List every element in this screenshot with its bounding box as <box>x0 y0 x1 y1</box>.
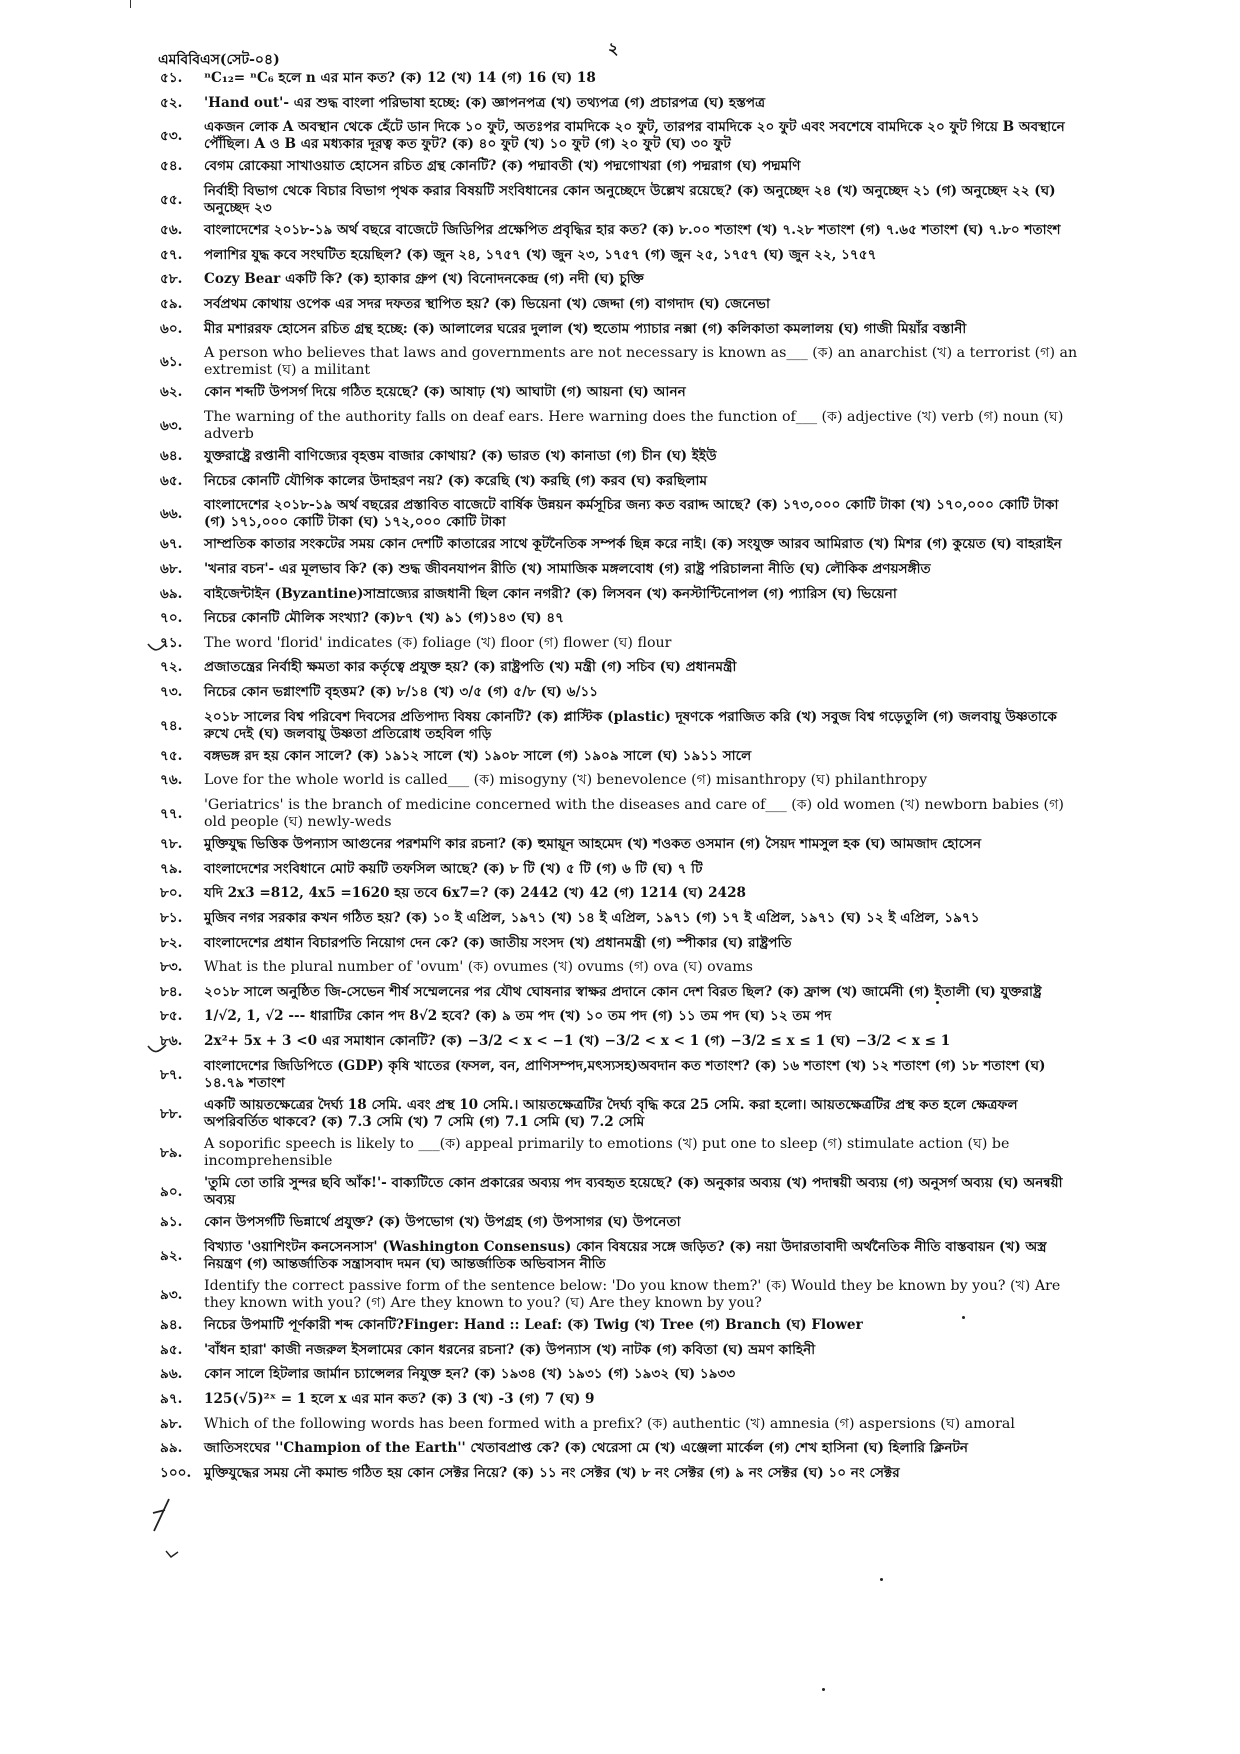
question-item <box>160 497 1080 531</box>
question-item <box>160 1366 1080 1383</box>
question-text: মীর মশাররফ হোসেন রচিত গ্রন্থ হচ্ছে: (ক) আলালের ঘরের দুলাল (খ) হুতোম প্যাচার নক্সা (গ) কলিকাতা কমলালয় (ঘ) গাজী মিয়াঁর বস্তানী <box>204 320 967 337</box>
question-item <box>160 1342 1080 1359</box>
question-item <box>160 935 1080 952</box>
question-text: 'খনার বচন'- এর মূলভাব কি? (ক) শুদ্ধ জীবনযাপন রীতি (খ) সামাজিক মঙ্গলবোধ (গ) রাষ্ট্র পরিচালনা নীতি (ঘ) লৌকিক প্রণয়সঙ্গীত <box>204 561 931 578</box>
question-text: কোন উপসর্গটি ভিন্নার্থে প্রযুক্ত? (ক) উপভোগ (খ) উপগ্রহ (গ) উপসাগর (ঘ) উপনেতা <box>204 1214 681 1231</box>
scan-speck <box>962 1316 965 1319</box>
question-number: ৮৪. <box>160 983 183 1000</box>
question-text: নিচের কোনটি মৌলিক সংখ্যা? (ক)৮৭ (খ) ৯১ (গ)১৪৩ (ঘ) ৪৭ <box>204 610 564 627</box>
question-item <box>160 1317 1080 1334</box>
question-item <box>160 885 1080 902</box>
question-item <box>160 95 1080 112</box>
question-number: ৮৬. <box>160 1032 183 1049</box>
question-item <box>160 1416 1080 1433</box>
question-text: সর্বপ্রথম কোথায় ওপেক এর সদর দফতর স্থাপিত হয়? (ক) ভিয়েনা (খ) জেদ্দা (গ) বাগদাদ (ঘ) জেনেভা <box>204 295 770 312</box>
question-number: ৬৬. <box>160 506 183 523</box>
pen-slash-mark-97 <box>150 1497 172 1533</box>
question-number: ৯৯. <box>160 1440 183 1457</box>
question-item <box>160 1278 1080 1312</box>
question-text: বাইজেন্টাইন (Byzantine)সাম্রাজ্যের রাজধানী ছিল কোন নগরী? (ক) লিসবন (খ) কনস্টান্টিনোপল (গ) প্যারিস (ঘ) ভিয়েনা <box>204 585 897 602</box>
question-number: ৭৫. <box>160 747 183 764</box>
scan-speck <box>936 1001 939 1004</box>
question-number: ৭৪. <box>160 717 183 734</box>
question-item <box>160 610 1080 627</box>
question-text: ⁿC₁₂= ⁿC₆ হলে n এর মান কত? (ক) 12 (খ) 14 (গ) 16 (ঘ) 18 <box>204 70 596 86</box>
question-text: প্রজাতন্ত্রের নির্বাহী ক্ষমতা কার কর্তৃত্বে প্রযুক্ত হয়? (ক) রাষ্ট্রপতি (খ) মন্ত্রী (গ) সচিব (ঘ) প্রধানমন্ত্রী <box>204 659 737 676</box>
question-item <box>160 345 1080 379</box>
question-text: Identify the correct passive form of the sentence below: 'Do you know them?' (ক) Would they be known by you? (খ) Are they known with you? (গ) Are they known to you? (ঘ) Are they known by you? <box>204 1278 1061 1312</box>
question-item <box>160 473 1080 490</box>
scan-speck <box>880 1578 883 1581</box>
question-text: নিচের কোনটি যৌগিক কালের উদাহরণ নয়? (ক) করেছি (খ) করছি (গ) করব (ঘ) করছিলাম <box>204 472 708 489</box>
question-number: ৯২. <box>160 1247 183 1264</box>
question-text: কোন সালে হিটলার জার্মান চ্যান্সেলর নিযুক্ত হন? (ক) ১৯৩৪ (খ) ১৯৩১ (গ) ১৯৩২ (ঘ) ১৯৩৩ <box>204 1366 736 1383</box>
exam-set-header: এমবিবিএস(সেট-০৪) <box>158 52 280 68</box>
question-number: ৯১. <box>160 1214 183 1231</box>
question-text: 'Geriatrics' is the branch of medicine concerned with the diseases and care of___ (ক) old women (খ) newborn babies (গ) old people (ঘ) newly-weds <box>204 797 1064 830</box>
question-number: ৫৭. <box>160 246 183 263</box>
scan-tick-mark <box>130 0 131 8</box>
question-number: ৯৭. <box>160 1391 183 1408</box>
question-number: ৫৪. <box>160 158 183 175</box>
question-item <box>160 1391 1080 1408</box>
question-item <box>160 1465 1080 1482</box>
question-number: ৫১. <box>160 70 183 86</box>
question-text: ২০১৮ সালের বিশ্ব পরিবেশ দিবসের প্রতিপাদ্য বিষয় কোনটি? (ক) প্লাস্টিক (plastic) দূষণকে পরাজিত করি (খ) সবুজ বিশ্ব গড়েতুলি (গ) জলবায়ু উষ্ণতাকে রুখে দেই (ঘ) জলবায়ু উষ্ণতা প্রতিরোধ তহবিল গড়ি <box>204 708 1057 742</box>
question-text: নিচের উপমাটি পূর্ণকারী শব্দ কোনটি?Finger: Hand :: Leaf: (ক) Twig (খ) Tree (গ) Branch (ঘ) Flower <box>204 1317 863 1334</box>
question-number: ৯৫. <box>160 1341 183 1358</box>
question-number: ৬১. <box>160 354 183 371</box>
question-number: ৬৫. <box>160 472 183 489</box>
question-item <box>160 772 1080 789</box>
question-text: বাংলাদেশের ২০১৮-১৯ অর্থ বছরে বাজেটে জিডিপির প্রক্ষেপিত প্রবৃদ্ধির হার কত? (ক) ৮.০০ শতাংশ (খ) ৭.২৮ শতাংশ (গ) ৭.৬৫ শতাংশ (ঘ) ৭.৮০ শতাংশ <box>204 222 1061 239</box>
question-text: বাংলাদেশের সংবিধানে মোট কয়টি তফসিল আছে? (ক) ৮ টি (খ) ৫ টি (গ) ৬ টি (ঘ) ৭ টি <box>204 860 703 877</box>
question-item <box>160 70 1080 87</box>
question-item <box>160 586 1080 603</box>
question-number: ৬৩. <box>160 417 183 434</box>
question-item <box>160 984 1080 1001</box>
question-number: ৮৮. <box>160 1105 183 1122</box>
question-item <box>160 183 1080 217</box>
question-number: ৭৬. <box>160 772 183 789</box>
question-item <box>160 659 1080 676</box>
question-number: ৯৩. <box>160 1287 183 1304</box>
pen-tick-mark-98 <box>164 1548 180 1560</box>
question-item <box>160 1239 1080 1273</box>
question-number: ৭২. <box>160 659 183 676</box>
question-item <box>160 709 1080 743</box>
question-item <box>160 158 1080 175</box>
question-text: 'Hand out'- এর শুদ্ধ বাংলা পরিভাষা হচ্ছে: (ক) জ্ঞাপনপত্র (খ) তথ্যপত্র (গ) প্রচারপত্র (ঘ) হস্তপত্র <box>204 94 766 111</box>
question-item <box>160 409 1080 443</box>
question-number: ৫৬. <box>160 222 183 239</box>
question-number: ৮৫. <box>160 1008 183 1025</box>
question-number: ৫৩. <box>160 128 183 145</box>
question-number: ১০০. <box>160 1464 192 1481</box>
question-text: বাংলাদেশের জিডিপিতে (GDP) কৃষি খাতের (ফসল, বন, প্রাণিসম্পদ,মৎস্যসহ)অবদান কত শতাংশ? (ক) ১৬ শতাংশ (খ) ১২ শতাংশ (গ) ১৮ শতাংশ (ঘ) ১৪.৭৯ শতাংশ <box>204 1057 1046 1091</box>
question-item <box>160 1214 1080 1231</box>
question-item <box>160 1440 1080 1457</box>
question-text: পলাশির যুদ্ধ কবে সংঘটিত হয়েছিল? (ক) জুন ২৪, ১৭৫৭ (খ) জুন ২৩, ১৭৫৭ (গ) জুন ২৫, ১৭৫৭ (ঘ) জুন ২২, ১৭৫৭ <box>204 246 877 263</box>
question-number: ৬৯. <box>160 585 183 602</box>
question-number: ৯৪. <box>160 1317 183 1334</box>
question-text: বিখ্যাত 'ওয়াশিংটন কনসেনসাস' (Washington Consensus) কোন বিষয়ের সঙ্গে জড়িত? (ক) নয়া উদারতাবাদী অর্থনৈতিক নীতি বাস্তবায়ন (খ) অস্ত্র নিয়ন্ত্রণ (গ) আন্তর্জাতিক সন্ত্রাসবাদ দমন (ঘ) আন্তর্জাতিক অভিবাসন নীতি <box>204 1238 1047 1272</box>
question-text: সাম্প্রতিক কাতার সংকটের সময় কোন দেশটি কাতারের সাথে কূটনৈতিক সম্পর্ক ছিন্ন করে নাই। (ক) সংযুক্ত আরব আমিরাত (খ) মিশর (গ) কুয়েত (ঘ) বাহরাইন <box>204 536 1062 553</box>
question-text: বাংলাদেশের ২০১৮-১৯ অর্থ বছরের প্রস্তাবিত বাজেটে বার্ষিক উন্নয়ন কর্মসূচির জন্য কত বরাদ্দ আছে? (ক) ১৭৩,০০০ কোটি টাকা (খ) ১৭০,০০০ কোটি টাকা (গ) ১৭১,০০০ কোটি টাকা (ঘ) ১৭২,০০০ কোটি টাকা <box>204 497 1059 531</box>
question-number: ৫৯. <box>160 295 183 312</box>
question-item <box>160 561 1080 578</box>
question-item <box>160 321 1080 338</box>
question-text: বঙ্গভঙ্গ রদ হয় কোন সালে? (ক) ১৯১২ সালে (খ) ১৯০৮ সালে (গ) ১৯০৯ সালে (ঘ) ১৯১১ সালে <box>204 747 752 764</box>
question-text: নির্বাহী বিভাগ থেকে বিচার বিভাগ পৃথক করার বিষয়টি সংবিধানের কোন অনুচ্ছেদে উল্লেখ রয়েছে? (ক) অনুচ্ছেদ ২৪ (খ) অনুচ্ছেদ ২১ (গ) অনুচ্ছেদ ২২ (ঘ) অনুচ্ছেদ ২৩ <box>204 182 1056 216</box>
question-number: ৮৩. <box>160 959 183 976</box>
question-text: What is the plural number of 'ovum' (ক) ovumes (খ) ovums (গ) ova (ঘ) ovams <box>204 959 753 976</box>
question-item <box>160 271 1080 288</box>
question-item <box>160 1008 1080 1025</box>
question-text: একজন লোক A অবস্থান থেকে হেঁটে ডান দিকে ১০ ফুট, অতঃপর বামদিকে ২০ ফুট, তারপর বামদিকে ২০ ফুট এবং সবশেষে বামদিকে ২০ ফুট গিয়ে B অবস্থানে পৌঁছিল। A ও B এর মধ্যকার দূরত্ব কত ফুট? (ক) ৪০ ফুট (খ) ১০ ফুট (গ) ২০ ফুট (ঘ) ৩০ ফুট <box>204 119 1065 153</box>
question-number: ৭৩. <box>160 684 183 701</box>
question-number: ৯৮. <box>160 1415 183 1432</box>
question-text: ২০১৮ সালে অনুষ্ঠিত জি-সেভেন শীর্ষ সম্মেলনের পর যৌথ ঘোষনার স্বাক্ষর প্রদানে কোন দেশ বিরত ছিল? (ক) ফ্রান্স (খ) জার্মেনী (গ) ইতালী (ঘ) যুক্তরাষ্ট্র <box>204 983 1042 1000</box>
question-item <box>160 536 1080 553</box>
question-item <box>160 684 1080 701</box>
question-text: A soporific speech is likely to ___(ক) appeal primarily to emotions (খ) put one to sleep (গ) stimulate action (ঘ) be incomprehensible <box>204 1135 1010 1169</box>
question-number: ৮৭. <box>160 1066 183 1083</box>
question-text: 'তুমি তো তারি সুন্দর ছবি আঁক!'- বাক্যটিতে কোন প্রকারের অব্যয় পদ ব্যবহৃত হয়েছে? (ক) অনুকার অব্যয় (খ) পদান্বয়ী অব্যয় (গ) অনুসর্গ অব্যয় (ঘ) অনন্বয়ী অব্যয় <box>204 1175 1063 1209</box>
question-number: ৬৮. <box>160 561 183 578</box>
question-item <box>160 1175 1080 1209</box>
question-text: Which of the following words has been formed with a prefix? (ক) authentic (খ) amnesia (গ) aspersions (ঘ) amoral <box>204 1415 1015 1432</box>
question-number: ৮২. <box>160 934 183 951</box>
scan-speck <box>822 1688 825 1691</box>
question-item <box>160 119 1080 153</box>
question-item <box>160 861 1080 878</box>
question-text: যুক্তরাষ্ট্রে রপ্তানী বাণিজ্যের বৃহত্তম বাজার কোথায়? (ক) ভারত (খ) কানাডা (গ) চীন (ঘ) ইইউ <box>204 448 717 465</box>
question-text: মুক্তিযুদ্ধ ভিত্তিক উপন্যাস আগুনের পরশমণি কার রচনা? (ক) হুমায়ূন আহমেদ (খ) শওকত ওসমান (গ) সৈয়দ শামসুল হক (ঘ) আমজাদ হোসেন <box>204 836 982 853</box>
question-number: ৮০. <box>160 885 183 902</box>
question-item <box>160 910 1080 927</box>
page-number: ২ <box>608 39 619 58</box>
question-item <box>160 836 1080 853</box>
question-number: ৫২. <box>160 94 183 111</box>
question-item <box>160 1058 1080 1092</box>
question-number: ৭৮. <box>160 836 183 853</box>
question-number: ৯০. <box>160 1184 183 1201</box>
question-item <box>160 448 1080 465</box>
question-item <box>160 959 1080 976</box>
question-number: ৬৪. <box>160 448 183 465</box>
question-item <box>160 1136 1080 1170</box>
question-item <box>160 1033 1080 1050</box>
question-list <box>160 70 1080 1489</box>
question-text: 'বাঁধন হারা' কাজী নজরুল ইসলামের কোন ধরনের রচনা? (ক) উপন্যাস (খ) নাটক (গ) কবিতা (ঘ) ভ্রমণ কাহিনী <box>204 1341 816 1358</box>
question-text: নিচের কোন ভগ্নাংশটি বৃহত্তম? (ক) ৮/১৪ (খ) ৩/৫ (গ) ৫/৮ (ঘ) ৬/১১ <box>204 684 599 701</box>
question-item <box>160 247 1080 264</box>
question-number: ৫৫. <box>160 191 183 208</box>
question-number: ৫৮. <box>160 271 183 288</box>
question-number: ৮১. <box>160 909 183 926</box>
question-text: বেগম রোকেয়া সাখাওয়াত হোসেন রচিত গ্রন্থ কোনটি? (ক) পদ্মাবতী (খ) পদ্মগোখরা (গ) পদ্মরাগ (ঘ) পদ্মমণি <box>204 158 801 175</box>
question-number: ৭১. <box>160 634 183 651</box>
question-text: 2x²+ 5x + 3 <0 এর সমাধান কোনটি? (ক) −3/2 < x < −1 (খ) −3/2 < x < 1 (গ) −3/2 ≤ x ≤ 1 (ঘ) −3/2 < x ≤ 1 <box>204 1032 951 1049</box>
question-item <box>160 222 1080 239</box>
question-text: মুক্তিযুদ্ধের সময় নৌ কমান্ড গঠিত হয় কোন সেক্টর নিয়ে? (ক) ১১ নং সেক্টর (খ) ৮ নং সেক্টর (গ) ৯ নং সেক্টর (ঘ) ১০ নং সেক্টর <box>204 1464 900 1481</box>
question-number: ৬৭. <box>160 536 183 553</box>
question-text: মুজিব নগর সরকার কখন গঠিত হয়? (ক) ১০ ই এপ্রিল, ১৯৭১ (খ) ১৪ ই এপ্রিল, ১৯৭১ (গ) ১৭ ই এপ্রিল, ১৯৭১ (ঘ) ১২ ই এপ্রিল, ১৯৭১ <box>204 909 980 926</box>
question-number: ৬০. <box>160 320 183 337</box>
question-item <box>160 1097 1080 1131</box>
question-number: ৭৭. <box>160 806 183 822</box>
question-text: 125(√5)²ˣ = 1 হলে x এর মান কত? (ক) 3 (খ) -3 (গ) 7 (ঘ) 9 <box>204 1391 595 1408</box>
question-text: Cozy Bear একটি কি? (ক) হ্যাকার গ্রুপ (খ) বিনোদনকেন্দ্র (গ) নদী (ঘ) চুক্তি <box>204 271 644 288</box>
question-text: Love for the whole world is called___ (ক) misogyny (খ) benevolence (গ) misanthropy (ঘ) philanthropy <box>204 772 928 789</box>
question-number: ৮৯. <box>160 1144 183 1161</box>
question-text: বাংলাদেশের প্রধান বিচারপতি নিয়োগ দেন কে? (ক) জাতীয় সংসদ (খ) প্রধানমন্ত্রী (গ) স্পীকার (ঘ) রাষ্ট্রপতি <box>204 934 792 951</box>
question-text: The word 'florid' indicates (ক) foliage (খ) floor (গ) flower (ঘ) flour <box>204 634 672 651</box>
question-text: যদি 2x3 =812, 4x5 =1620 হয় তবে 6x7=? (ক) 2442 (খ) 42 (গ) 1214 (ঘ) 2428 <box>204 885 746 902</box>
question-text: The warning of the authority falls on deaf ears. Here warning does the function of___ (ক) adjective (খ) verb (গ) noun (ঘ) adverb <box>204 408 1064 442</box>
question-text: কোন শব্দটি উপসর্গ দিয়ে গঠিত হয়েছে? (ক) আষাঢ় (খ) আঘাটা (গ) আয়না (ঘ) আনন <box>204 384 686 401</box>
question-item <box>160 797 1080 831</box>
question-number: ৯৬. <box>160 1366 183 1383</box>
question-item <box>160 384 1080 401</box>
question-item <box>160 296 1080 313</box>
question-text: একটি আয়তক্ষেত্রের দৈর্ঘ্য 18 সেমি. এবং প্রস্থ 10 সেমি.। আয়তক্ষেত্রটির দৈর্ঘ্য বৃদ্ধি করে 25 সেমি. করা হলো। আয়তক্ষেত্রটির প্রস্থ কত হলে ক্ষেত্রফল অপরিবর্তিত থাকবে? (ক) 7.3 সেমি (খ) 7 সেমি (গ) 7.1 সেমি (ঘ) 7.2 সেমি <box>204 1096 1018 1130</box>
question-text: 1/√2, 1, √2 --- ধারাটির কোন পদ 8√2 হবে? (ক) ৯ তম পদ (খ) ১০ তম পদ (গ) ১১ তম পদ (ঘ) ১২ তম পদ <box>204 1008 832 1025</box>
question-item <box>160 635 1080 652</box>
question-number: ৭০. <box>160 610 183 627</box>
question-text: জাতিসংঘের ''Champion of the Earth'' খেতাবপ্রাপ্ত কে? (ক) থেরেসা মে (খ) এঞ্জেলা মার্কেল (গ) শেখ হাসিনা (ঘ) হিলারি ক্লিনটন <box>204 1440 968 1457</box>
question-item <box>160 748 1080 765</box>
question-text: A person who believes that laws and governments are not necessary is known as___ (ক) an anarchist (খ) a terrorist (গ) an extremist (ঘ) a militant <box>204 345 1078 379</box>
question-number: ৭৯. <box>160 860 183 877</box>
question-number: ৬২. <box>160 384 183 401</box>
